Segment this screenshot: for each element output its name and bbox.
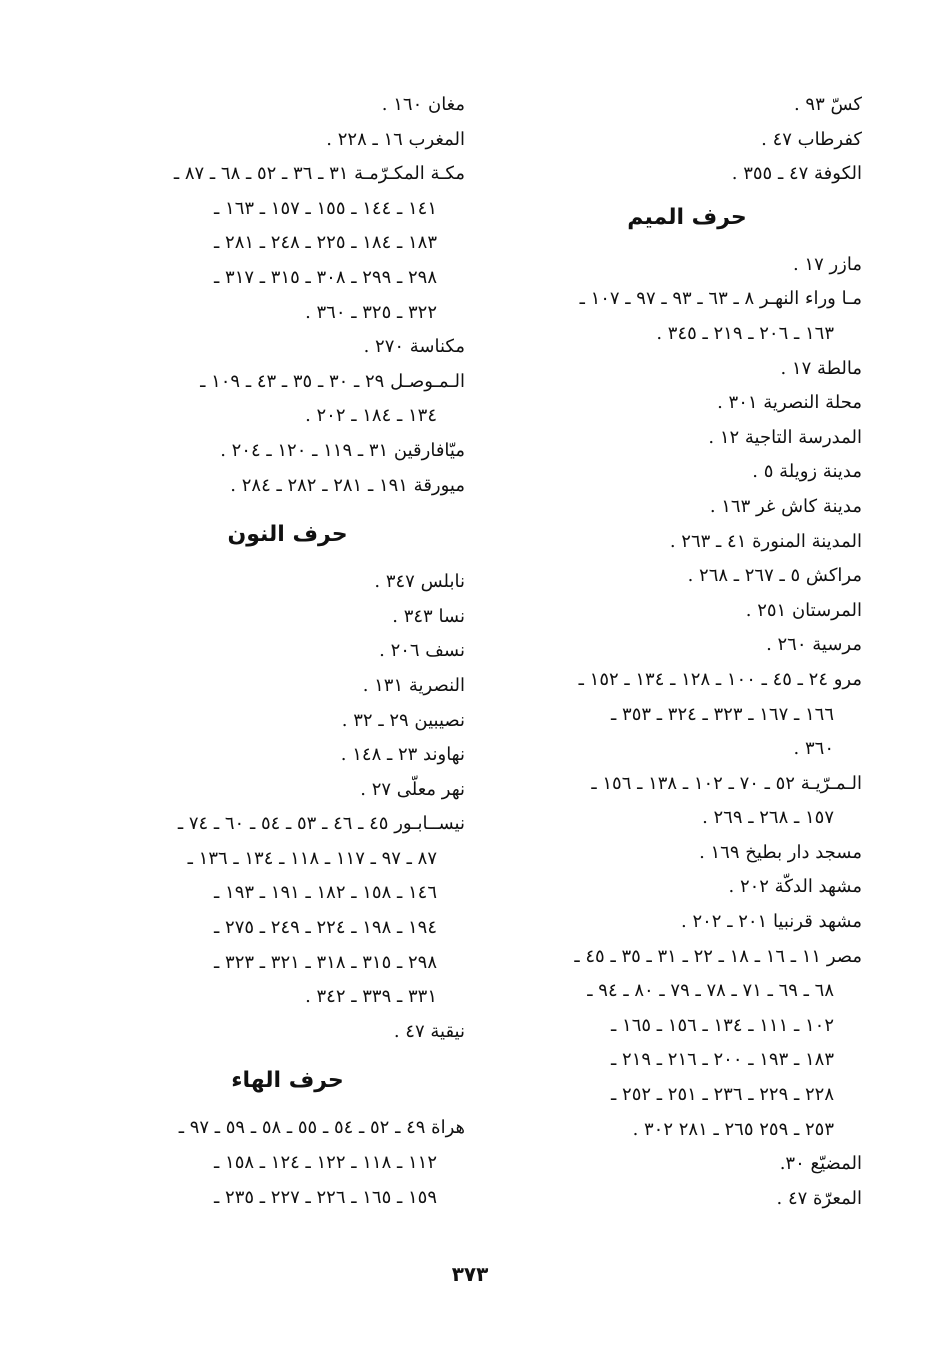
index-entry xyxy=(110,669,465,704)
entry-continuation-line: ٢٥٣ ـ ٢٥٩ ٢٦٥ ـ ٢٨١ ٣٠٢ . xyxy=(632,1118,834,1140)
entry-continuation-line: ١٤٦ ـ ١٥٨ ـ ١٨٢ ـ ١٩١ ـ ١٩٣ ـ xyxy=(214,882,437,904)
entry-continuation-line: ١٨٣ ـ ١٩٣ ـ ٢٠٠ ـ ٢١٦ ـ ٢١٩ ـ xyxy=(611,1049,834,1071)
entry-line: ميّافارقين ٣١ ـ ١١٩ ـ ١٢٠ ـ ٢٠٤ . xyxy=(220,439,465,461)
entry-line: نسف ٢٠٦ . xyxy=(379,640,465,662)
entry-line: المرستان ٢٥١ . xyxy=(745,599,862,621)
index-entry xyxy=(512,386,862,421)
entry-line: المعرّة ٤٧ . xyxy=(776,1187,862,1209)
entry-line: نيقية ٤٧ . xyxy=(393,1020,465,1042)
entry-line: مـا وراء النهـر ٨ ـ ٦٣ ـ ٩٣ ـ ٩٧ ـ ١٠٧ ـ xyxy=(579,288,862,310)
index-entry xyxy=(110,88,465,123)
index-entry xyxy=(110,1111,465,1215)
index-entry: كسّ ٩٣ . xyxy=(793,94,862,115)
entry-line: المغرب ١٦ ـ ٢٢٨ . xyxy=(326,128,465,150)
index-entry xyxy=(110,434,465,469)
entry-line: مكـة المكـرّمـة ٣١ ـ ٣٦ ـ ٥٢ ـ ٦٨ ـ ٨٧ ـ xyxy=(173,163,465,185)
entry-continuation-line: ١٦٦ ـ ١٦٧ ـ ٣٢٣ ـ ٣٢٤ ـ ٣٥٣ ـ xyxy=(611,703,834,725)
index-entry xyxy=(110,634,465,669)
entry-line: مرو ٢٤ ـ ٤٥ ـ ١٠٠ ـ ١٢٨ ـ ١٣٤ ـ ١٥٢ ـ xyxy=(578,668,862,690)
entry-continuation-line: ١١٢ ـ ١١٨ ـ ١٢٢ ـ ١٢٤ ـ ١٥٨ ـ xyxy=(214,1152,437,1174)
entry-line: المدرسة التاجية ١٢ . xyxy=(708,426,862,448)
entry-continuation-line: ٨٧ ـ ٩٧ ـ ١١٧ ـ ١١٨ ـ ١٣٤ ـ ١٣٦ ـ xyxy=(187,847,437,869)
index-entry xyxy=(110,807,465,1015)
index-entry xyxy=(110,123,465,158)
index-entry xyxy=(512,1182,862,1217)
entry-continuation-line: ١٨٣ ـ ١٨٤ ـ ٢٢٥ ـ ٢٤٨ ـ ٢٨١ ـ xyxy=(214,232,437,254)
entry-line: مراكش ٥ ـ ٢٦٧ ـ ٢٦٨ . xyxy=(687,565,862,587)
entry-line: مغان ١٦٠ . xyxy=(381,94,465,115)
index-entry: كفرطاب ٤٧ . xyxy=(761,128,862,150)
index-entry xyxy=(512,559,862,594)
entry-line: مازر ١٧ . xyxy=(792,253,862,275)
entry-line: الـمـرّيـة ٥٢ ـ ٧٠ ـ ١٠٢ ـ ١٣٨ ـ ١٥٦ ـ xyxy=(591,772,862,794)
index-entry xyxy=(110,704,465,739)
entry-line: مرسية ٢٦٠ . xyxy=(766,634,862,656)
index-entry xyxy=(512,836,862,871)
entry-line: نصيبين ٢٩ ـ ٣٢ . xyxy=(341,709,465,731)
top-entries xyxy=(512,88,862,192)
index-entry xyxy=(110,600,465,635)
right-column xyxy=(512,88,862,1216)
entry-line: مدينة زويلة ٥ . xyxy=(752,461,862,483)
index-entry xyxy=(512,628,862,663)
section-heading-noon: حرف النون xyxy=(227,522,348,548)
index-entry: الكوفة ٤٧ ـ ٣٥٥ . xyxy=(731,163,862,185)
entry-line: مدينة كاش غر ١٦٣ . xyxy=(709,495,862,517)
entry-line: نهاوند ٢٣ ـ ١٤٨ . xyxy=(340,744,465,766)
index-entry xyxy=(512,905,862,940)
index-entry xyxy=(512,455,862,490)
index-entry xyxy=(512,421,862,456)
meem-continued-entries xyxy=(110,88,465,503)
index-entry xyxy=(512,282,862,351)
page-number: ٣٧٣ xyxy=(451,1262,489,1286)
entry-continuation-line: ٢٢٨ ـ ٢٢٩ ـ ٢٣٦ ـ ٢٥١ ـ ٢٥٢ ـ xyxy=(611,1084,834,1106)
index-entry xyxy=(512,594,862,629)
index-entry xyxy=(110,738,465,773)
section-heading-meem: حرف الميم xyxy=(627,204,747,230)
index-entry xyxy=(512,352,862,387)
index-entry xyxy=(512,663,862,767)
entry-continuation-line: ١٣٤ ـ ١٨٤ ـ ٢٠٢ . xyxy=(305,405,437,427)
index-entry xyxy=(512,525,862,560)
index-entry xyxy=(512,1147,862,1182)
entry-continuation-line: ١٤١ ـ ١٤٤ ـ ١٥٥ ـ ١٥٧ ـ ١٦٣ ـ xyxy=(214,197,437,219)
entry-line: مالطة ١٧ . xyxy=(780,357,862,379)
left-column xyxy=(110,88,465,1215)
index-entry xyxy=(110,1015,465,1050)
index-entry xyxy=(110,365,465,434)
entry-continuation-line: ٣٦٠ . xyxy=(793,738,834,760)
index-entry xyxy=(110,773,465,808)
entry-continuation-line: ١٠٢ ـ ١١١ ـ ١٣٤ ـ ١٥٦ ـ ١٦٥ ـ xyxy=(611,1014,834,1036)
entry-line: محلة النصرية ٣٠١ . xyxy=(717,392,862,414)
index-entry xyxy=(110,469,465,504)
entry-continuation-line: ١٥٧ ـ ٢٦٨ ـ ٢٦٩ . xyxy=(702,807,834,829)
entry-continuation-line: ١٩٤ ـ ١٩٨ ـ ٢٢٤ ـ ٢٤٩ ـ ٢٧٥ ـ xyxy=(214,917,437,939)
index-entry xyxy=(110,157,465,330)
entry-line: نابلس ٣٤٧ . xyxy=(374,571,465,593)
entry-continuation-line: ٢٩٨ ـ ٢٩٩ ـ ٣٠٨ ـ ٣١٥ ـ ٣١٧ ـ xyxy=(214,266,437,288)
entry-line: مشهد قرنبيا ٢٠١ ـ ٢٠٢ . xyxy=(681,911,862,933)
noon-entries xyxy=(110,565,465,1049)
index-entry xyxy=(512,870,862,905)
entry-continuation-line: ٣٢٢ ـ ٣٢٥ ـ ٣٦٠ . xyxy=(305,301,437,323)
section-heading-haa: حرف الهاء xyxy=(231,1068,344,1094)
haa-entries xyxy=(110,1111,465,1215)
entry-line: ميورقة ١٩١ ـ ٢٨١ ـ ٢٨٢ ـ ٢٨٤ . xyxy=(230,474,465,496)
entry-line: مصر ١١ ـ ١٦ ـ ١٨ ـ ٢٢ ـ ٣١ ـ ٣٥ ـ ٤٥ ـ xyxy=(574,945,862,967)
index-entry xyxy=(512,767,862,836)
entry-line: مشهد الدكّة ٢٠٢ . xyxy=(728,876,862,898)
entry-continuation-line: ٦٨ ـ ٦٩ ـ ٧١ ـ ٧٨ ـ ٧٩ ـ ٨٠ ـ ٩٤ ـ xyxy=(587,980,834,1002)
meem-entries xyxy=(512,248,862,1217)
index-entry xyxy=(110,565,465,600)
entry-line: نهر معلّى ٢٧ . xyxy=(360,778,465,800)
entry-line: المضيّع ٣٠. xyxy=(779,1153,862,1175)
entry-line: هراة ٤٩ ـ ٥٢ ـ ٥٤ ـ ٥٥ ـ ٥٨ ـ ٥٩ ـ ٩٧ ـ xyxy=(178,1117,465,1139)
entry-line: مكناسة ٢٧٠ . xyxy=(363,336,465,358)
index-entry xyxy=(512,940,862,1148)
entry-line: الـمـوصـل ٢٩ ـ ٣٠ ـ ٣٥ ـ ٤٣ ـ ١٠٩ ـ xyxy=(200,370,465,392)
entry-continuation-line: ١٥٩ ـ ١٦٥ ـ ٢٢٦ ـ ٢٢٧ ـ ٢٣٥ ـ xyxy=(214,1186,437,1208)
entry-line: نيســابـور ٤٥ ـ ٤٦ ـ ٥٣ ـ ٥٤ ـ ٦٠ ـ ٧٤ ـ xyxy=(177,813,465,835)
entry-continuation-line: ١٦٣ ـ ٢٠٦ ـ ٢١٩ ـ ٣٤٥ . xyxy=(656,322,834,344)
entry-continuation-line: ٣٣١ ـ ٣٣٩ ـ ٣٤٢ . xyxy=(305,986,437,1008)
entry-line: المدينة المنورة ٤١ ـ ٢٦٣ . xyxy=(669,530,862,552)
entry-line: النصرية ١٣١ . xyxy=(362,674,465,696)
index-entry xyxy=(512,490,862,525)
entry-continuation-line: ٢٩٨ ـ ٣١٥ ـ ٣١٨ ـ ٣٢١ ـ ٣٢٣ ـ xyxy=(214,951,437,973)
entry-line: نسا ٣٤٣ . xyxy=(392,605,465,627)
entry-line: مسجد دار بطيخ ١٦٩ . xyxy=(699,841,862,863)
index-entry xyxy=(110,330,465,365)
index-entry xyxy=(512,248,862,283)
